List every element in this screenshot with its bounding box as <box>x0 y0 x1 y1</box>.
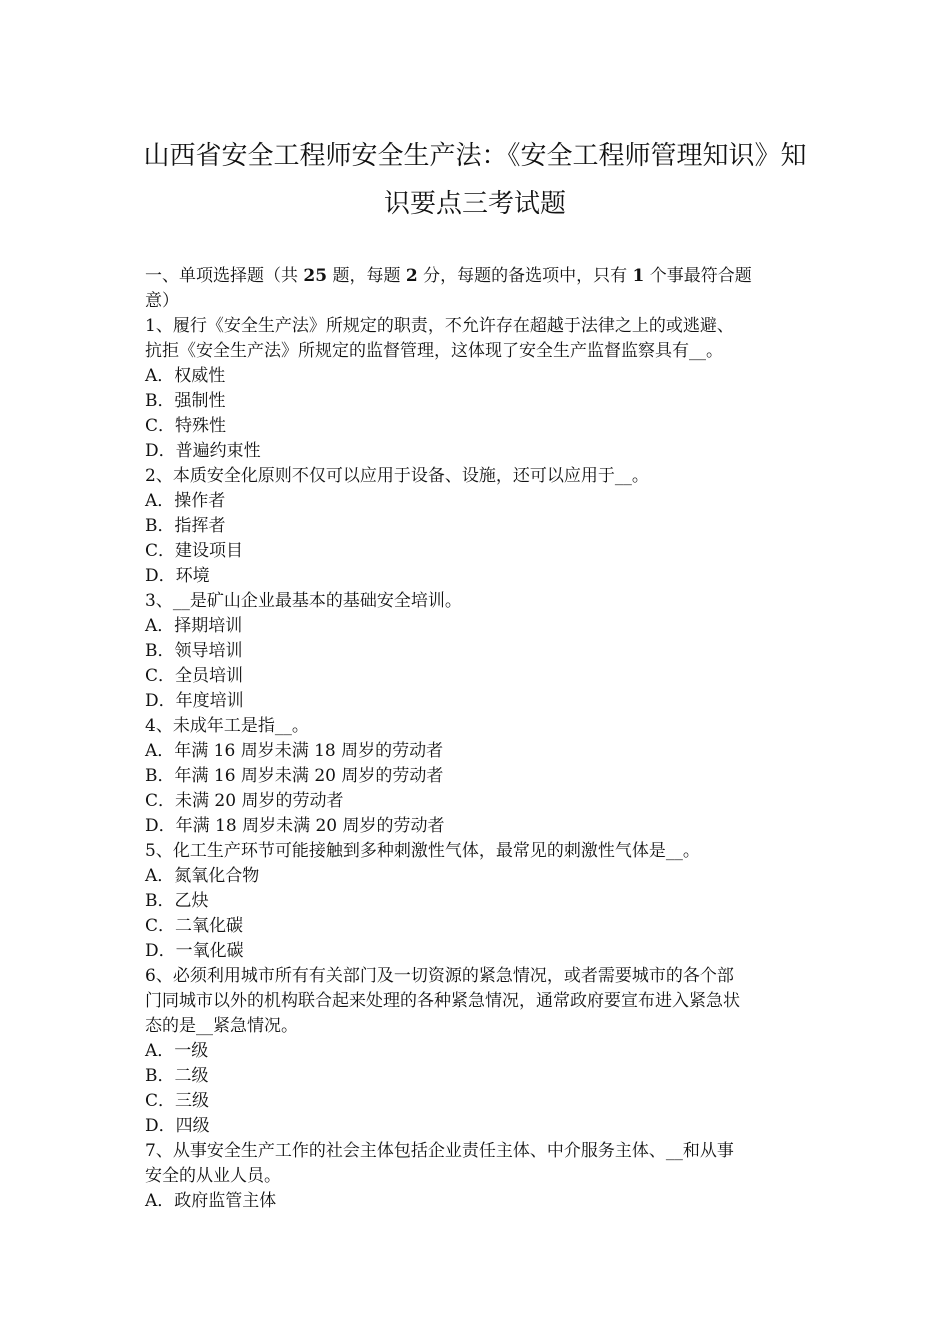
document-body <box>145 264 810 1214</box>
answer-option: D．环境 <box>145 566 210 586</box>
answer-option: B．年满 16 周岁未满 20 周岁的劳动者 <box>145 766 444 786</box>
answer-option: D．普遍约束性 <box>145 441 261 461</box>
answer-option: D．年满 18 周岁未满 20 周岁的劳动者 <box>145 816 445 836</box>
answer-option: A．氮氧化合物 <box>145 866 260 886</box>
question-text: 7、从事安全生产工作的社会主体包括企业责任主体、中介服务主体、__和从事 <box>145 1141 734 1161</box>
document-title-line-2: 识要点三考试题 <box>383 189 566 219</box>
question-text: 2、本质安全化原则不仅可以应用于设备、设施，还可以应用于__。 <box>145 466 649 486</box>
answer-option: C．全员培训 <box>145 666 244 686</box>
answer-option: D．一氧化碳 <box>145 941 244 961</box>
answer-option: A．择期培训 <box>145 616 243 636</box>
question-text: 抗拒《安全生产法》所规定的监督管理，这体现了安全生产监督监察具有__。 <box>145 341 723 361</box>
question-text: 6、必须利用城市所有有关部门及一切资源的紧急情况，或者需要城市的各个部 <box>145 966 734 986</box>
section-heading: 一、单项选择题（共 25 题，每题 2 分，每题的备选项中，只有 1 个事最符合题 <box>145 266 752 286</box>
question-text: 3、__是矿山企业最基本的基础安全培训。 <box>145 591 462 611</box>
question-5 <box>145 839 810 964</box>
question-text: 1、履行《安全生产法》所规定的职责，不允许存在超越于法律之上的或逃避、 <box>145 316 734 336</box>
question-list <box>145 314 810 1214</box>
answer-option: A．年满 16 周岁未满 18 周岁的劳动者 <box>145 741 444 761</box>
question-1 <box>145 314 810 464</box>
question-text: 态的是__紧急情况。 <box>145 1016 298 1036</box>
answer-option: B．乙炔 <box>145 891 209 911</box>
question-3 <box>145 589 810 714</box>
answer-option: B．强制性 <box>145 391 226 411</box>
answer-option: B．二级 <box>145 1066 209 1086</box>
answer-option: D．四级 <box>145 1116 210 1136</box>
answer-option: A．一级 <box>145 1041 209 1061</box>
question-2 <box>145 464 810 589</box>
answer-option: D．年度培训 <box>145 691 244 711</box>
question-text: 门同城市以外的机构联合起来处理的各种紧急情况，通常政府要宣布进入紧急状 <box>145 991 740 1011</box>
question-text: 安全的从业人员。 <box>145 1166 281 1186</box>
question-7 <box>145 1139 810 1214</box>
answer-option: B．指挥者 <box>145 516 226 536</box>
answer-option: C．建设项目 <box>145 541 244 561</box>
answer-option: C．三级 <box>145 1091 210 1111</box>
answer-option: A．操作者 <box>145 491 226 511</box>
section-heading-cont: 意） <box>145 291 179 311</box>
question-text: 4、未成年工是指__。 <box>145 716 309 736</box>
answer-option: A．政府监管主体 <box>145 1191 277 1211</box>
answer-option: C．未满 20 周岁的劳动者 <box>145 791 344 811</box>
answer-option: C．特殊性 <box>145 416 227 436</box>
question-4 <box>145 714 810 839</box>
question-text: 5、化工生产环节可能接触到多种刺激性气体，最常见的刺激性气体是__。 <box>145 841 700 861</box>
question-6 <box>145 964 810 1139</box>
answer-option: A．权威性 <box>145 366 226 386</box>
answer-option: C．二氧化碳 <box>145 916 244 936</box>
answer-option: B．领导培训 <box>145 641 243 661</box>
document-title-line-1: 山西省安全工程师安全生产法：《安全工程师管理知识》知 <box>143 141 807 171</box>
